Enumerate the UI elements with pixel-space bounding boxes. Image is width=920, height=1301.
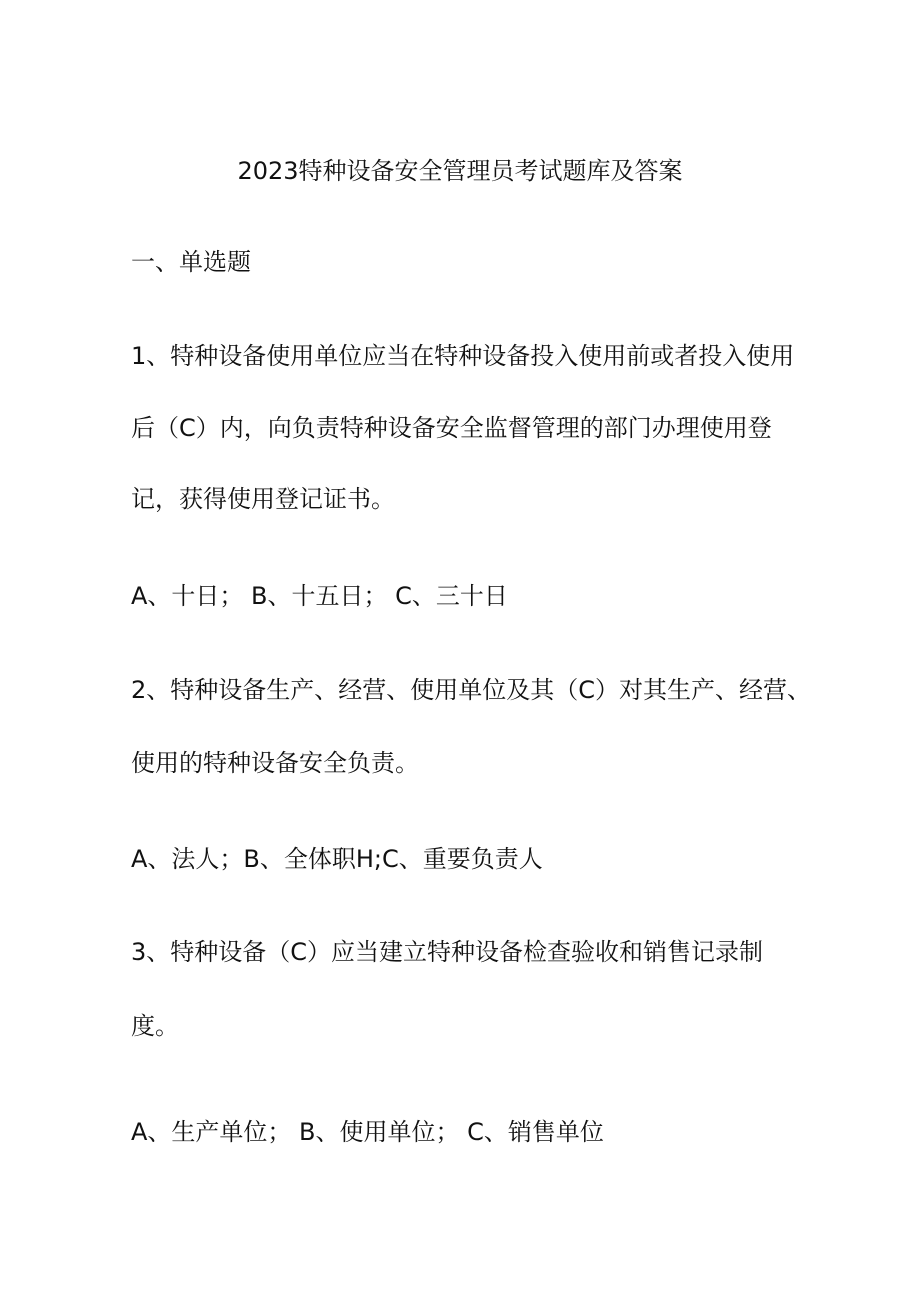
document-title: 2023特种设备安全管理员考试题库及答案 <box>237 157 683 185</box>
question-1-line-1: 1、特种设备使用单位应当在特种设备投入使用前或者投入使用 <box>131 342 795 370</box>
question-3-line-2: 度。 <box>131 1012 179 1040</box>
question-2-line-2: 使用的特种设备安全负责。 <box>131 749 419 777</box>
question-2-line-1: 2、特种设备生产、经营、使用单位及其（C）对其生产、经营、 <box>131 676 812 704</box>
question-1-options: A、十日； B、十五日； C、三十日 <box>131 582 508 610</box>
question-3-options: A、生产单位； B、使用单位； C、销售单位 <box>131 1118 604 1146</box>
question-1-line-2: 后（C）内，向负责特种设备安全监督管理的部门办理使用登 <box>131 414 772 442</box>
section-heading: 一、单选题 <box>131 248 251 276</box>
question-1-line-3: 记，获得使用登记证书。 <box>131 485 395 513</box>
question-3-line-1: 3、特种设备（C）应当建立特种设备检查验收和销售记录制 <box>131 938 764 966</box>
question-2-options: A、法人；B、全体职H;C、重要负责人 <box>131 845 543 873</box>
